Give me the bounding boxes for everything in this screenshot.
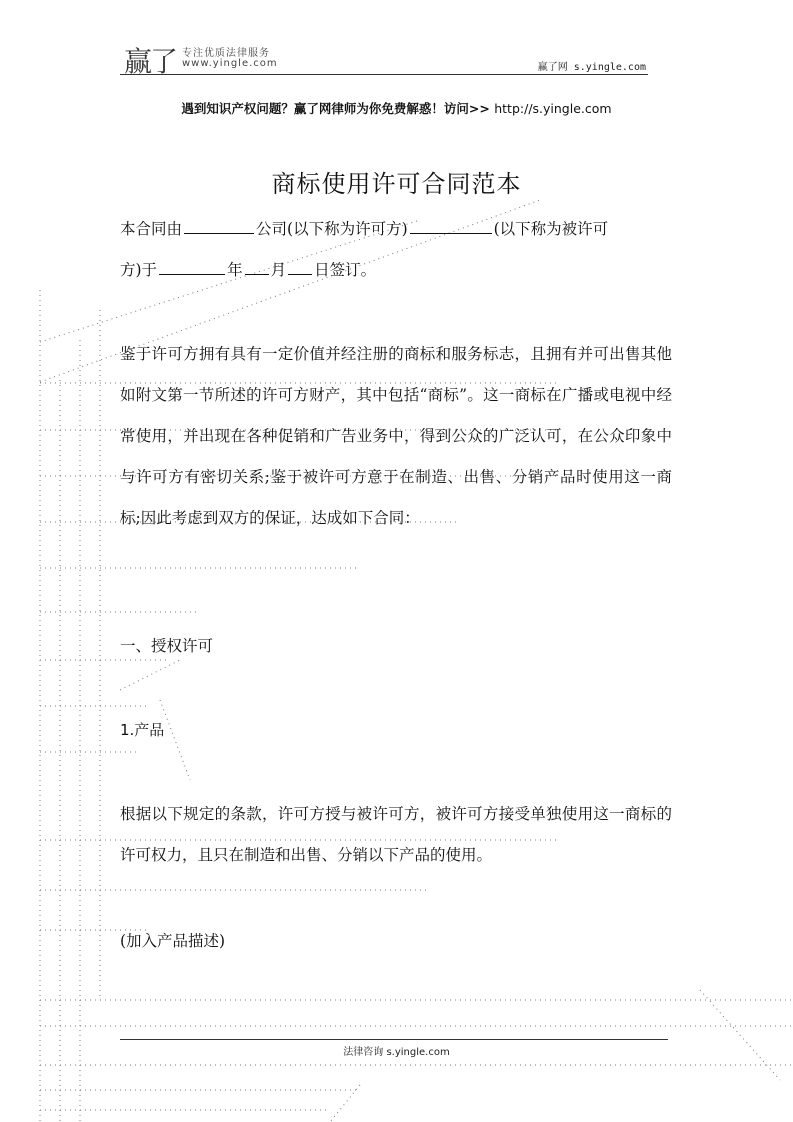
promo-link[interactable]: http://s.yingle.com [494,101,612,116]
intro-month-label: 月 [270,261,287,279]
document-title: 商标使用许可合同范本 [271,170,522,198]
footer-divider [120,1039,668,1040]
recital-paragraph: 鉴于许可方拥有具有一定价值并经注册的商标和服务标志，且拥有并可出售其他如附文第一节所述的许可方财产，其中包括“商标”。这一商标在广播或电视中经常使用，并出现在各种促销和广告业务中，得到公众的广泛认可，在公众印象中与许可方有密切关系;鉴于被许可方意于在制造、出售、分销产品时使用这一商标;因此考虑到双方的保证，达成如下合同： [120,345,672,527]
header-site-link[interactable]: 赢了网 s.yingle.com [537,62,646,73]
blank-year[interactable] [159,258,225,275]
intro-text-3: (以下称为被许可 [493,220,609,238]
header-divider [120,74,648,75]
intro-text-4: 方)于 [120,261,158,279]
page-header [120,40,648,78]
intro-text-2: 公司(以下称为许可方) [256,220,408,238]
logo-url[interactable]: www.yingle.com [182,58,278,69]
item-heading-product: 1.产品 [120,721,165,739]
logo-tagline: 专注优质法律服务 [182,48,270,59]
promo-banner [0,99,793,117]
intro-text-1: 本合同由 [120,220,183,238]
product-paragraph: 根据以下规定的条款，许可方授与被许可方，被许可方接受单独使用这一商标的许可权力，且只在制造和出售、分销以下产品的使用。 [120,805,672,864]
blank-month[interactable] [245,258,269,275]
page-footer[interactable]: 法律咨询 s.yingle.com [343,1047,450,1058]
site-logo[interactable]: 赢了 [124,45,177,78]
blank-day[interactable] [288,258,312,275]
blank-licensee-name[interactable] [410,217,492,234]
section-heading-license: 一、授权许可 [120,637,214,655]
blank-licensor-name[interactable] [184,217,254,234]
intro-paragraph [120,209,672,291]
intro-year-label: 年 [227,261,243,279]
promo-question: 遇到知识产权问题？赢了网律师为你免费解惑！访问>> [181,101,490,116]
product-description-note: (加入产品描述) [120,932,226,950]
intro-day-label: 日签订。 [314,261,377,279]
